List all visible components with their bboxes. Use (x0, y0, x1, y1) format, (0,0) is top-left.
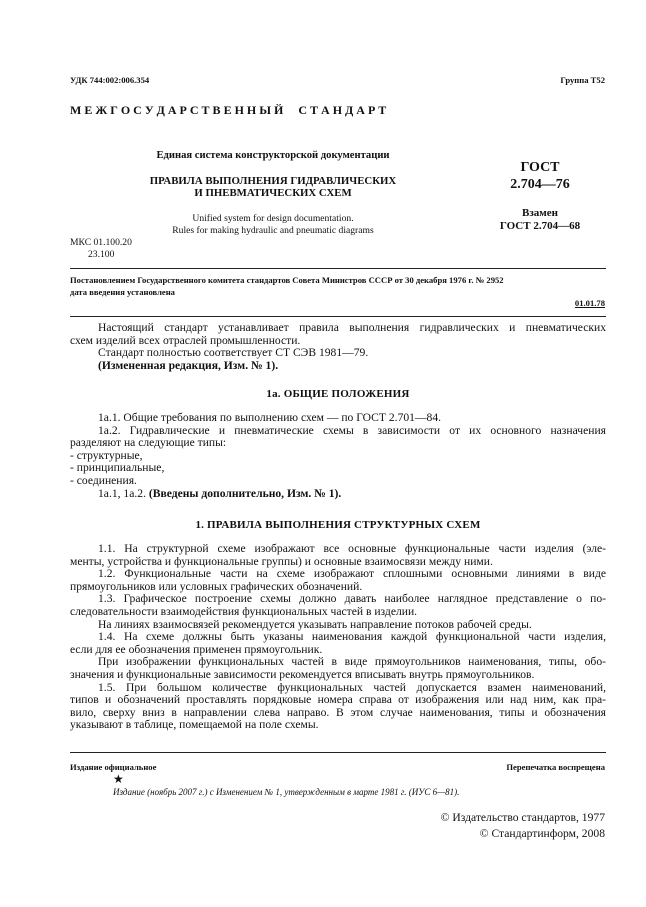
section-1-p7-line1: 1.5. При большом количестве функциональных частей допускается взамен наименований, (98, 680, 606, 694)
section-1-p7-line2: типов и обозначений проставлять порядковые номера справа от изображения или над ним, как пра- (70, 693, 606, 707)
section-1-p3-line2: следовательности взаимодействия функциональных частей в изделии. (70, 604, 418, 618)
gost-number: 2.704—76 (510, 177, 570, 192)
section-1-p2-line2: прямоугольников или условных графических обозначений. (70, 579, 363, 593)
mks-line-1: МКС 01.100.20 (70, 237, 132, 248)
section-1a-p2-line2: разделяют на следующие типы: (70, 436, 227, 450)
section-1-p6-line2: значения и функциональные зависимости рекомендуется вписывать внутрь прямоугольников. (70, 667, 535, 681)
mks-line-2: 23.100 (88, 249, 115, 260)
section-1a-heading: 1а. ОБЩИЕ ПОЛОЖЕНИЯ (266, 388, 410, 400)
section-1-p6-line1: При изображении функциональных частей в виде прямоугольников наименования, типы, обо- (98, 655, 606, 669)
standard-banner: М Е Ж Г О С У Д А Р С Т В Е Н Н Ы Й С Т А Н Д А Р Т (70, 103, 387, 117)
section-1a-note-prefix: 1а.1, 1а.2. (98, 486, 146, 500)
copyright-1977: © Издательство стандартов, 1977 (440, 811, 605, 824)
section-1-p7-line4: указывают в таблице, помещаемой на поле схемы. (70, 718, 319, 732)
reprint-notice: Перепечатка воспрещена (506, 762, 605, 772)
replaces-value: ГОСТ 2.704—68 (499, 220, 581, 232)
decree-line-2: дата введения установлена (70, 287, 175, 297)
title-line-1: ПРАВИЛА ВЫПОЛНЕНИЯ ГИДРАВЛИЧЕСКИХ (149, 175, 397, 187)
udk-code: УДК 744:002:006.354 (70, 75, 150, 85)
section-1-block (70, 543, 606, 732)
edition-note: Издание (ноябрь 2007 г.) с Изменением № 1, утвержденным в марте 1981 г. (ИУС 6—81). (113, 787, 460, 797)
divider-decree (70, 316, 606, 317)
divider-top (70, 268, 606, 269)
gost-label: ГОСТ (520, 160, 560, 175)
english-title-line-1: Unified system for design documentation. (192, 213, 354, 224)
english-title-line-2: Rules for making hydraulic and pneumatic diagrams (172, 225, 374, 236)
section-1a-p2-line1: 1а.2. Гидравлические и пневматические схемы в зависимости от их основного назначения (98, 423, 606, 437)
divider-footer (70, 752, 606, 753)
star-icon: ★ (113, 772, 124, 786)
list-item: - соединения. (70, 473, 137, 487)
intro-amendment: (Измененная редакция, Изм. № 1). (98, 358, 279, 372)
section-1a-p1: 1а.1. Общие требования по выполнению схем — по ГОСТ 2.701—84. (98, 411, 442, 424)
replaces-label: Взамен (522, 207, 558, 219)
list-item: - принципиальные, (70, 461, 165, 475)
section-1-p7-line3: вило, сверху вниз в направлении слева направо. В этом случае наименования, типы и обозначения (70, 705, 606, 719)
section-1a-note: (Введены дополнительно, Изм. № 1). (148, 486, 342, 500)
section-1-p3-line1: 1.3. Графическое построение схемы должно давать наиболее наглядное представление о по- (98, 592, 606, 606)
official-edition: Издание официальное (70, 762, 157, 772)
title-line-2: И ПНЕВМАТИЧЕСКИХ СХЕМ (194, 187, 352, 199)
section-1-p5-line1: 1.4. На схеме должны быть указаны наименования каждой функциональной части изделия, (98, 630, 606, 644)
section-1-p5-line2: если для ее обозначения применен прямоугольник. (70, 642, 323, 656)
section-1-p1-line2: менты, устройства и функциональные группы) и основные взаимосвязи между ними. (70, 554, 493, 568)
section-1-heading: 1. ПРАВИЛА ВЫПОЛНЕНИЯ СТРУКТУРНЫХ СХЕМ (195, 519, 481, 531)
section-1-p2-line1: 1.2. Функциональные части на схеме изображают сплошными основными линиями в виде (98, 567, 606, 581)
intro-block (70, 322, 606, 372)
decree-line-1: Постановлением Государственного комитета стандартов Совета Министров СССР от 30 декабря 1976 г. № 2952 (70, 275, 504, 285)
list-item: - структурные, (70, 448, 143, 462)
group-code: Группа Т52 (560, 75, 605, 85)
section-1-p1-line1: 1.1. На структурной схеме изображают все основные функциональные части изделия (эле- (98, 542, 606, 555)
section-1-p4: На линиях взаимосвязей рекомендуется указывать направление потоков рабочей среды. (98, 617, 532, 631)
intro-p1-line1: Настоящий стандарт устанавливает правила выполнения гидравлических и пневматических (98, 321, 606, 334)
effective-date: 01.01.78 (574, 298, 605, 308)
intro-p2: Стандарт полностью соответствует СТ СЭВ 1981—79. (98, 346, 369, 360)
copyright-2008: © Стандартинформ, 2008 (479, 827, 605, 840)
section-1a-block (70, 412, 606, 500)
intro-p1-line2: схем изделий всех отраслей промышленности. (70, 333, 301, 347)
system-name: Единая система конструкторской документации (156, 150, 390, 161)
